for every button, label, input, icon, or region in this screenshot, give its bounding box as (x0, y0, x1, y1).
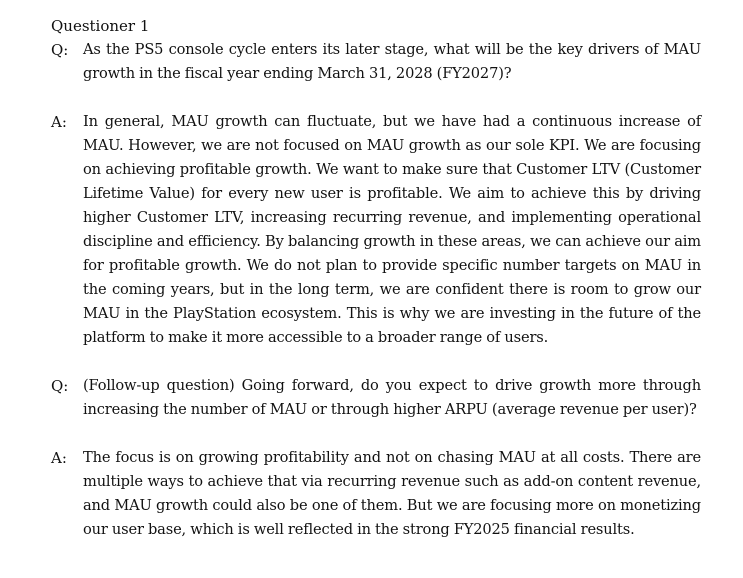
question-label: Q: (51, 41, 69, 59)
questioner-heading: Questioner 1 (51, 17, 150, 35)
answer-text: The focus is on growing profitability and not on chasing MAU at all costs. There are multiple ways to achieve that via recurring revenue such as add-on content revenue, and MAU growth could also be one of them. But we are focusing more on monetizing our user base, which is well reflected in the strong FY2025 financial results. (83, 449, 701, 538)
question-label: Q: (51, 377, 69, 395)
question-text: (Follow-up question) Going forward, do you expect to drive growth more through increasing the number of MAU or through higher ARPU (average revenue per user)? (83, 377, 701, 418)
answer-text: In general, MAU growth can fluctuate, but we have had a continuous increase of MAU. However, we are not focused on MAU growth as our sole KPI. We are focusing on achieving profitable growth. We want to make sure that Customer LTV (Customer Lifetime Value) for every new user is profitable. We aim to achieve this by driving higher Customer LTV, increasing recurring revenue, and implementing operational discipline and efficiency. By balancing growth in these areas, we can achieve our aim for profitable growth. We do not plan to provide specific number targets on MAU in the coming years, but in the long term, we are confident there is room to grow our MAU in the PlayStation ecosystem. This is why we are investing in the future of the platform to make it more accessible to a broader range of users. (83, 113, 701, 346)
answer-label: A: (51, 449, 67, 467)
question-text: As the PS5 console cycle enters its later stage, what will be the key drivers of MAU growth in the fiscal year ending March 31, 2028 (FY2027)? (83, 41, 701, 82)
answer-label: A: (51, 113, 67, 131)
